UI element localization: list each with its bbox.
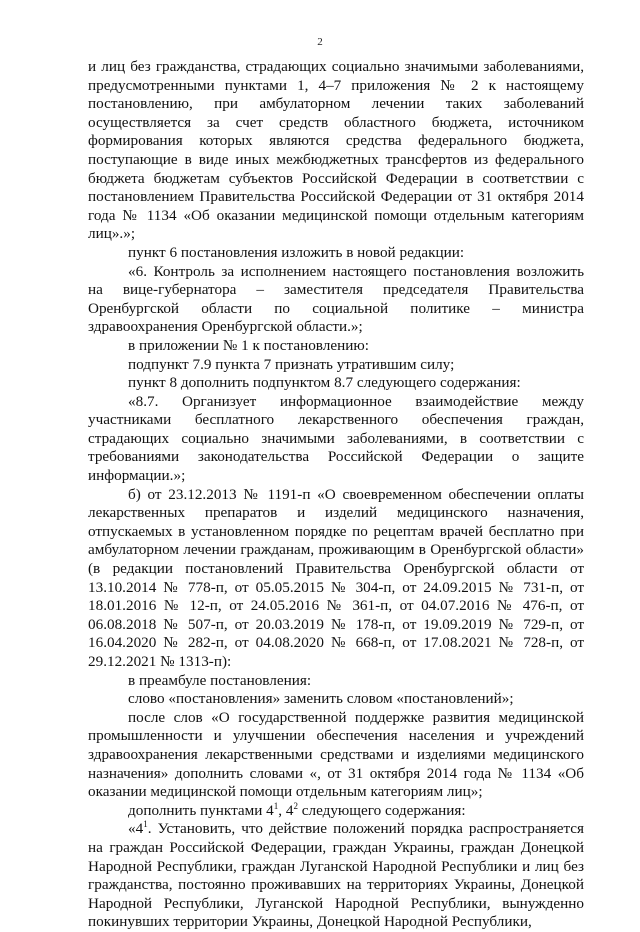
paragraph-after-words: после слов «О государственной поддержке развития медицинской промышленности и улучшении обеспечения населения и учреждений здравоохранения лекарственными средствами и изделиями медицинского назначения» дополнить словами «, от 31 октября 2014 года № 1134 «Об оказании медицинской помощи отдельным категориям лиц»; <box>88 708 584 801</box>
paragraph-continuation: и лиц без гражданства, страдающих социально значимыми заболеваниями, предусмотренными пунктами 1, 4–7 приложения № 2 к настоящему постановлению, при амбулаторном лечении таких заболеваний осуществляется за счет средств областного бюджета, источником формирования которых являются средства федерального бюджета, поступающие в виде иных межбюджетных трансфертов из федерального бюджета бюджетам субъектов Российской Федерации в соответствии с постановлением Правительства Российской Федерации от 31 октября 2014 года № 1134 «Об оказании медицинской помощи отдельным категориям лиц».»; <box>88 58 584 243</box>
page-number: 2 <box>317 36 323 48</box>
paragraph-item-4-1 <box>88 820 584 932</box>
paragraph-b: б) от 23.12.2013 № 1191-п «О своевременном обеспечении оплаты лекарственных препаратов и изделий медицинского назначения, отпускаемых в установленном порядке по рецептам врачей бесплатно при амбулаторном лечении гражданам, проживающим в Оренбургской области» (в редакции постановлений Правительства Оренбургской области от 13.10.2014 № 778-п, от 05.05.2015 № 304-п, от 24.09.2015 № 731-п, от 18.01.2016 № 12-п, от 24.05.2016 № 361-п, от 04.07.2016 № 476-п, от 06.08.2018 № 507-п, от 20.03.2019 № 178-п, от 19.09.2019 № 729-п, от 16.04.2020 № 282-п, от 04.08.2020 № 668-п, от 17.08.2021 № 728-п, от 29.12.2021 № 1313-п): <box>88 485 584 670</box>
text-fragment: следующего содержания: <box>297 801 466 819</box>
superscript: 1 <box>273 800 279 811</box>
superscript: 1 <box>143 819 148 830</box>
paragraph-item-8-intro: пункт 8 дополнить подпунктом 8.7 следующего содержания: <box>128 374 521 392</box>
text-fragment: , 4 <box>278 801 294 819</box>
text-fragment: «4 <box>128 820 144 838</box>
paragraph-item-6-text: «6. Контроль за исполнением настоящего постановления возложить на вице-губернатора – заместителя председателя Правительства Оренбургской области по социальной политике – министра здравоохранения Оренбургской области.»; <box>88 262 584 336</box>
paragraph-preamble: в преамбуле постановления: <box>128 671 312 689</box>
document-body <box>88 58 584 932</box>
paragraph-item-8-7: «8.7. Организует информационное взаимодействие между участниками бесплатного лекарственного обеспечения граждан, страдающих социально значимыми заболеваниями, в соответствии с требованиями законодательства Российской Федерации о защите информации.»; <box>88 392 584 485</box>
paragraph-replace-word: слово «постановления» заменить словом «постановлений»; <box>128 690 514 708</box>
text-fragment: . Установить, что действие положений порядка распространяется на граждан Российской Федерации, граждан Украины, граждан Донецкой Народной Республики, граждан Луганской Народной Республики и лиц без гражданства, постоянно проживавших на территориях Украины, Донецкой Народной Республики, Луганской Народной Республики, вынужденно покинувших территории Украины, Донецкой Народной Республики, <box>88 820 584 931</box>
paragraph-item-6-intro: пункт 6 постановления изложить в новой редакции: <box>128 243 465 261</box>
superscript: 2 <box>293 800 298 811</box>
paragraph-subitem-7-9: подпункт 7.9 пункта 7 признать утратившим силу; <box>128 355 455 373</box>
paragraph-appendix-1: в приложении № 1 к постановлению: <box>128 336 369 354</box>
text-fragment: дополнить пунктами 4 <box>128 801 274 819</box>
paragraph-add-items <box>88 802 584 821</box>
